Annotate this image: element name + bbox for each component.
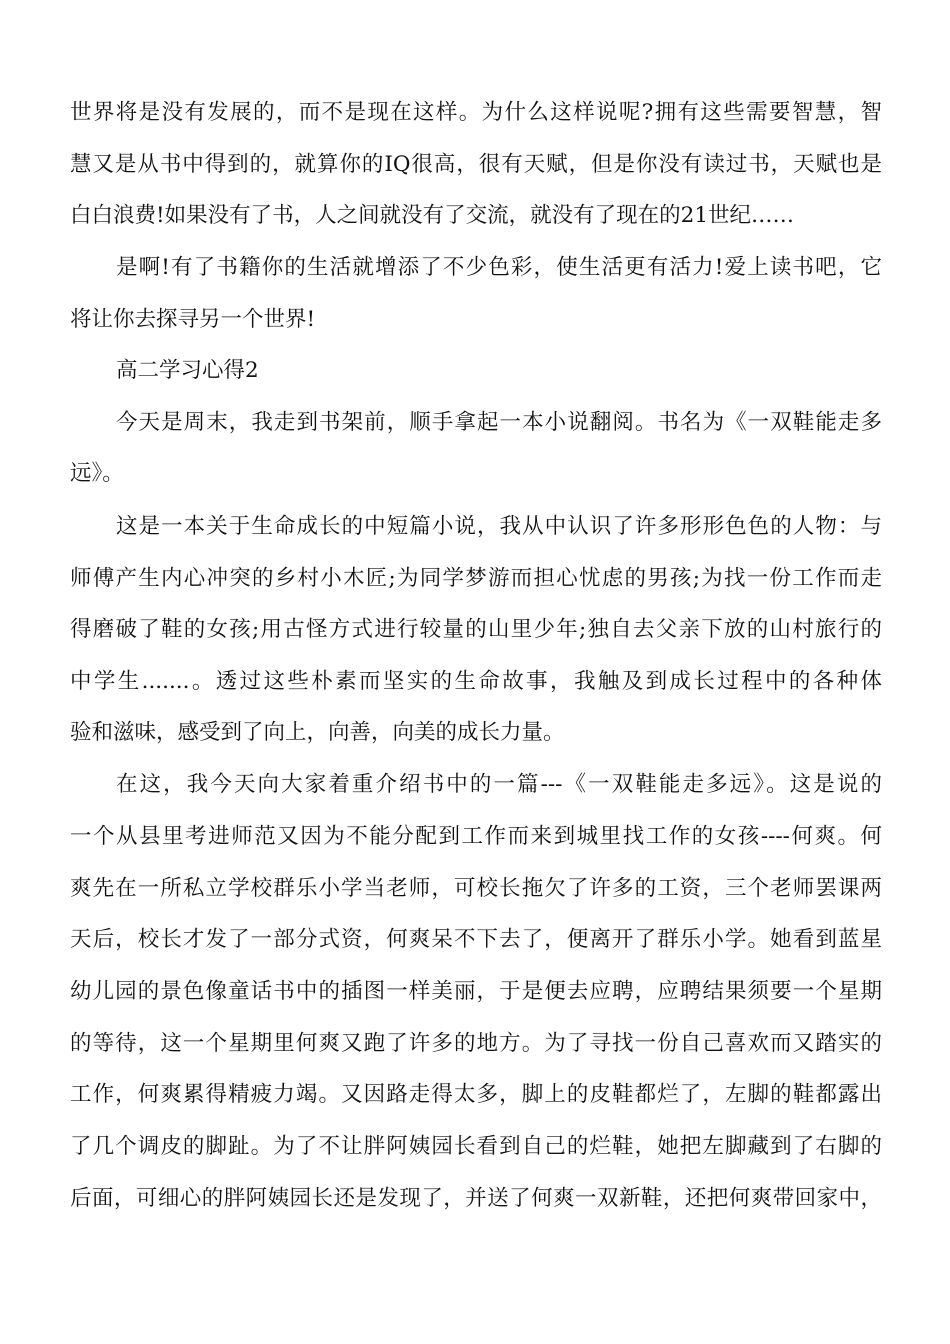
text-line: 后面，可细心的胖阿姨园长还是发现了，并送了何爽一双新鞋，还把何爽带回家中， <box>70 1186 882 1211</box>
text-line: 幼儿园的景色像童话书中的插图一样美丽，于是便去应聘，应聘结果须要一个星期 <box>70 979 882 1004</box>
paragraph-first-line: 在这，我今天向大家着重介绍书中的一篇---《一双鞋能走多远》。这是说的 <box>116 772 882 797</box>
text-line: 远》。 <box>70 461 124 486</box>
text-line: 工作，何爽累得精疲力竭。又因路走得太多，脚上的皮鞋都烂了，左脚的鞋都露出 <box>70 1082 882 1107</box>
section-heading: 高二学习心得2 <box>116 358 259 383</box>
paragraph-first-line: 这是一本关于生命成长的中短篇小说，我从中认识了许多形形色色的人物：与 <box>116 514 882 539</box>
text-line: 了几个调皮的脚趾。为了不让胖阿姨园长看到自己的烂鞋，她把左脚藏到了右脚的 <box>70 1134 882 1159</box>
paragraph-first-line: 是啊!有了书籍你的生活就增添了不少色彩，使生活更有活力!爱上读书吧，它 <box>116 255 882 280</box>
paragraph-first-line: 今天是周末，我走到书架前，顺手拿起一本小说翻阅。书名为《一双鞋能走多 <box>116 410 882 435</box>
text-line: 的等待，这一个星期里何爽又跑了许多的地方。为了寻找一份自己喜欢而又踏实的 <box>70 1031 882 1056</box>
text-line: 世界将是没有发展的，而不是现在这样。为什么这样说呢?拥有这些需要智慧，智 <box>70 100 882 125</box>
text-line: 验和滋味，感受到了向上，向善，向美的成长力量。 <box>70 720 565 745</box>
text-line: 白白浪费!如果没有了书，人之间就没有了交流，就没有了现在的21世纪…… <box>70 203 795 228</box>
text-line: 天后，校长才发了一部分式资，何爽呆不下去了，便离开了群乐小学。她看到蓝星 <box>70 927 882 952</box>
text-line: 中学生.......。透过这些朴素而坚实的生命故事，我触及到成长过程中的各种体 <box>70 669 882 694</box>
text-line: 一个从县里考进师范又因为不能分配到工作而来到城里找工作的女孩----何爽。何 <box>70 824 882 849</box>
text-line: 慧又是从书中得到的，就算你的IQ很高，很有天赋，但是你没有读过书，天赋也是 <box>70 152 882 177</box>
text-line: 爽先在一所私立学校群乐小学当老师，可校长拖欠了许多的工资，三个老师罢课两 <box>70 876 882 901</box>
text-line: 师傅产生内心冲突的乡村小木匠;为同学梦游而担心忧虑的男孩;为找一份工作而走 <box>70 566 882 591</box>
text-line: 得磨破了鞋的女孩;用古怪方式进行较量的山里少年;独自去父亲下放的山村旅行的 <box>70 617 882 642</box>
text-line: 将让你去探寻另一个世界! <box>70 307 316 332</box>
